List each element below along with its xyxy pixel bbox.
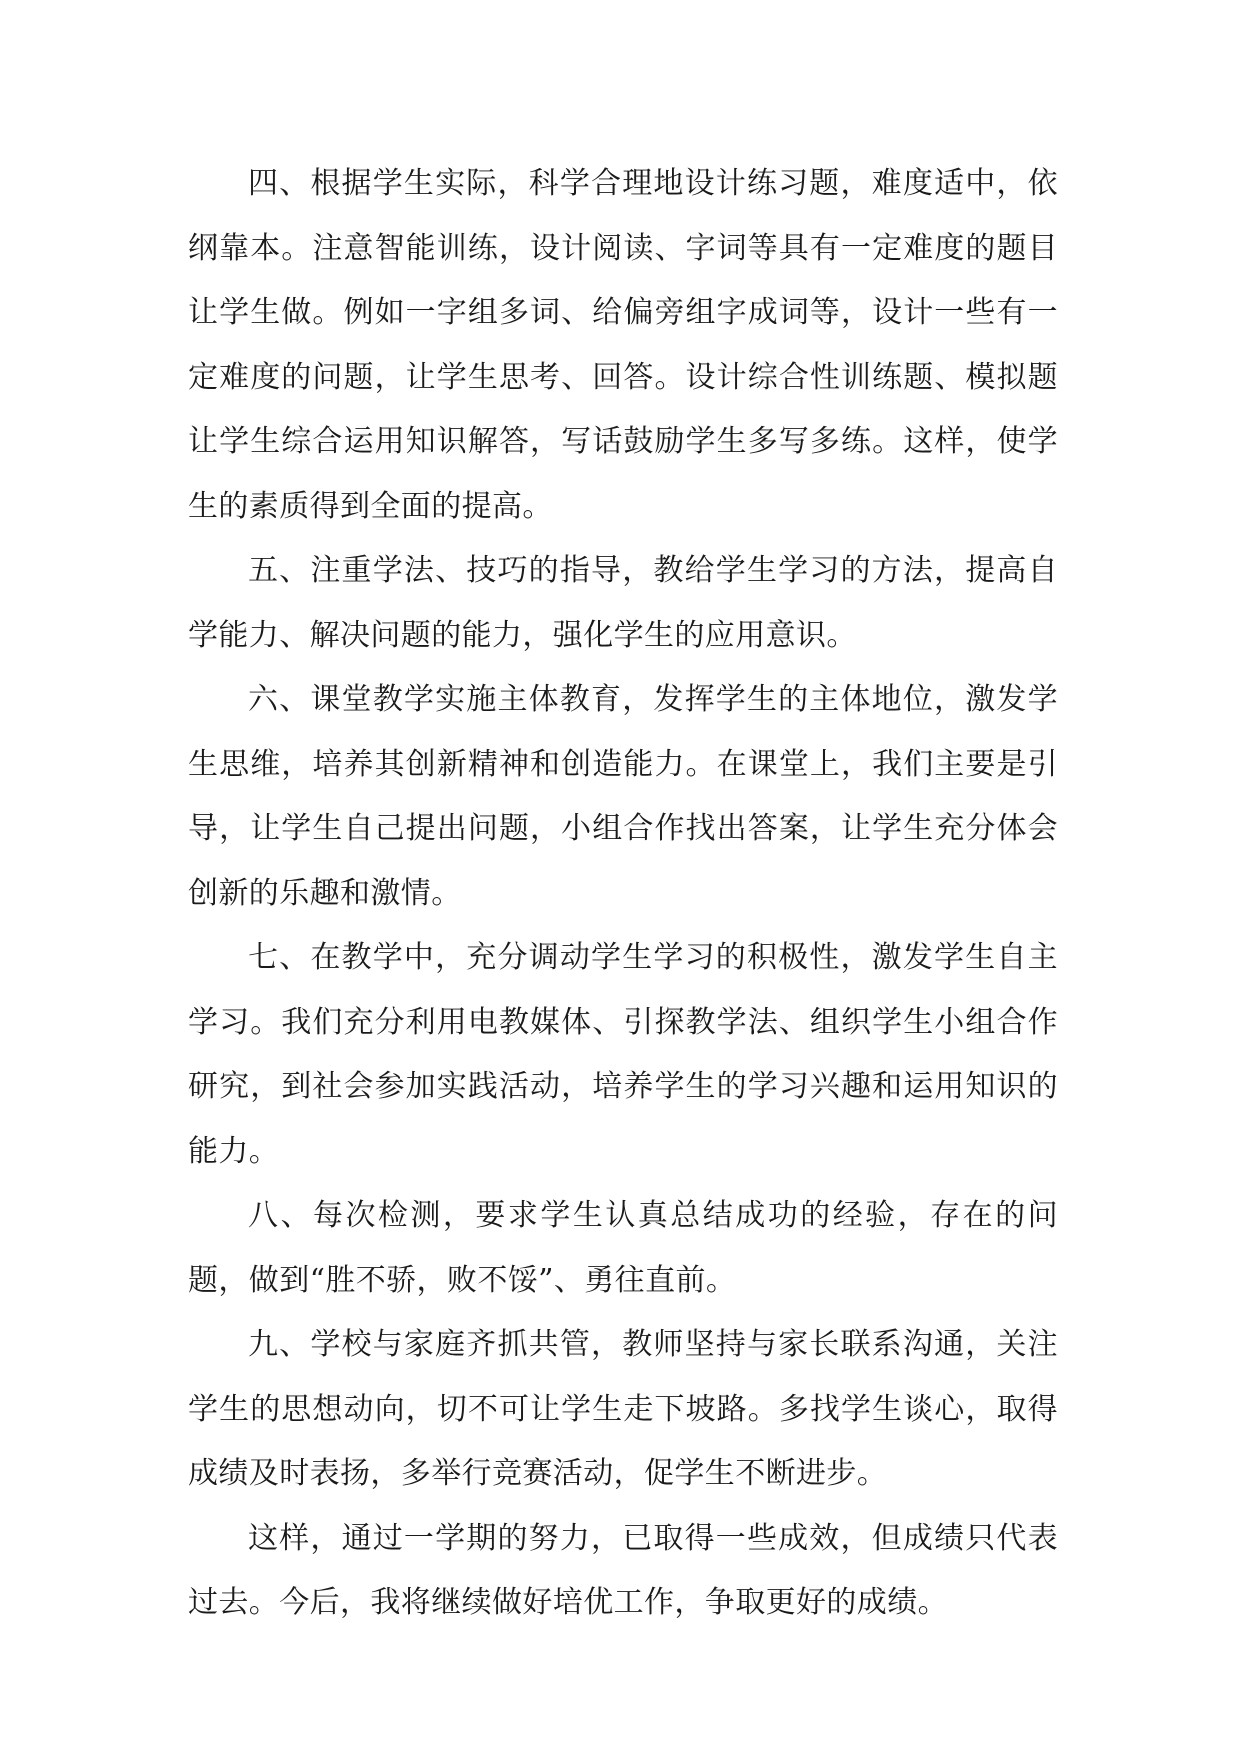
- paragraph-four: 四、根据学生实际，科学合理地设计练习题，难度适中，依纲靠本。注意智能训练，设计阅读、字词等具有一定难度的题目让学生做。例如一字组多词、给偏旁组字成词等，设计一些有一定难度的问题，让学生思考、回答。设计综合性训练题、模拟题让学生综合运用知识解答，写话鼓励学生多写多练。这样，使学生的素质得到全面的提高。: [188, 166, 1058, 524]
- paragraph-nine: 九、学校与家庭齐抓共管，教师坚持与家长联系沟通，关注学生的思想动向，切不可让学生走下坡路。多找学生谈心，取得成绩及时表扬，多举行竞赛活动，促学生不断进步。: [188, 1327, 1058, 1491]
- paragraph-five: 五、注重学法、技巧的指导，教给学生学习的方法，提高自学能力、解决问题的能力，强化学生的应用意识。: [188, 553, 1058, 653]
- paragraph-eight: 八、每次检测，要求学生认真总结成功的经验，存在的问题，做到“胜不骄，败不馁”、勇往直前。: [188, 1198, 1058, 1298]
- paragraph-seven: 七、在教学中，充分调动学生学习的积极性，激发学生自主学习。我们充分利用电教媒体、引探教学法、组织学生小组合作研究，到社会参加实践活动，培养学生的学习兴趣和运用知识的能力。: [188, 940, 1058, 1169]
- document-body: [188, 152, 1058, 1636]
- paragraph-six: 六、课堂教学实施主体教育，发挥学生的主体地位，激发学生思维，培养其创新精神和创造能力。在课堂上，我们主要是引导，让学生自己提出问题，小组合作找出答案，让学生充分体会创新的乐趣和激情。: [188, 682, 1058, 911]
- paragraph-conclusion: 这样，通过一学期的努力，已取得一些成效，但成绩只代表过去。今后，我将继续做好培优工作，争取更好的成绩。: [188, 1520, 1058, 1620]
